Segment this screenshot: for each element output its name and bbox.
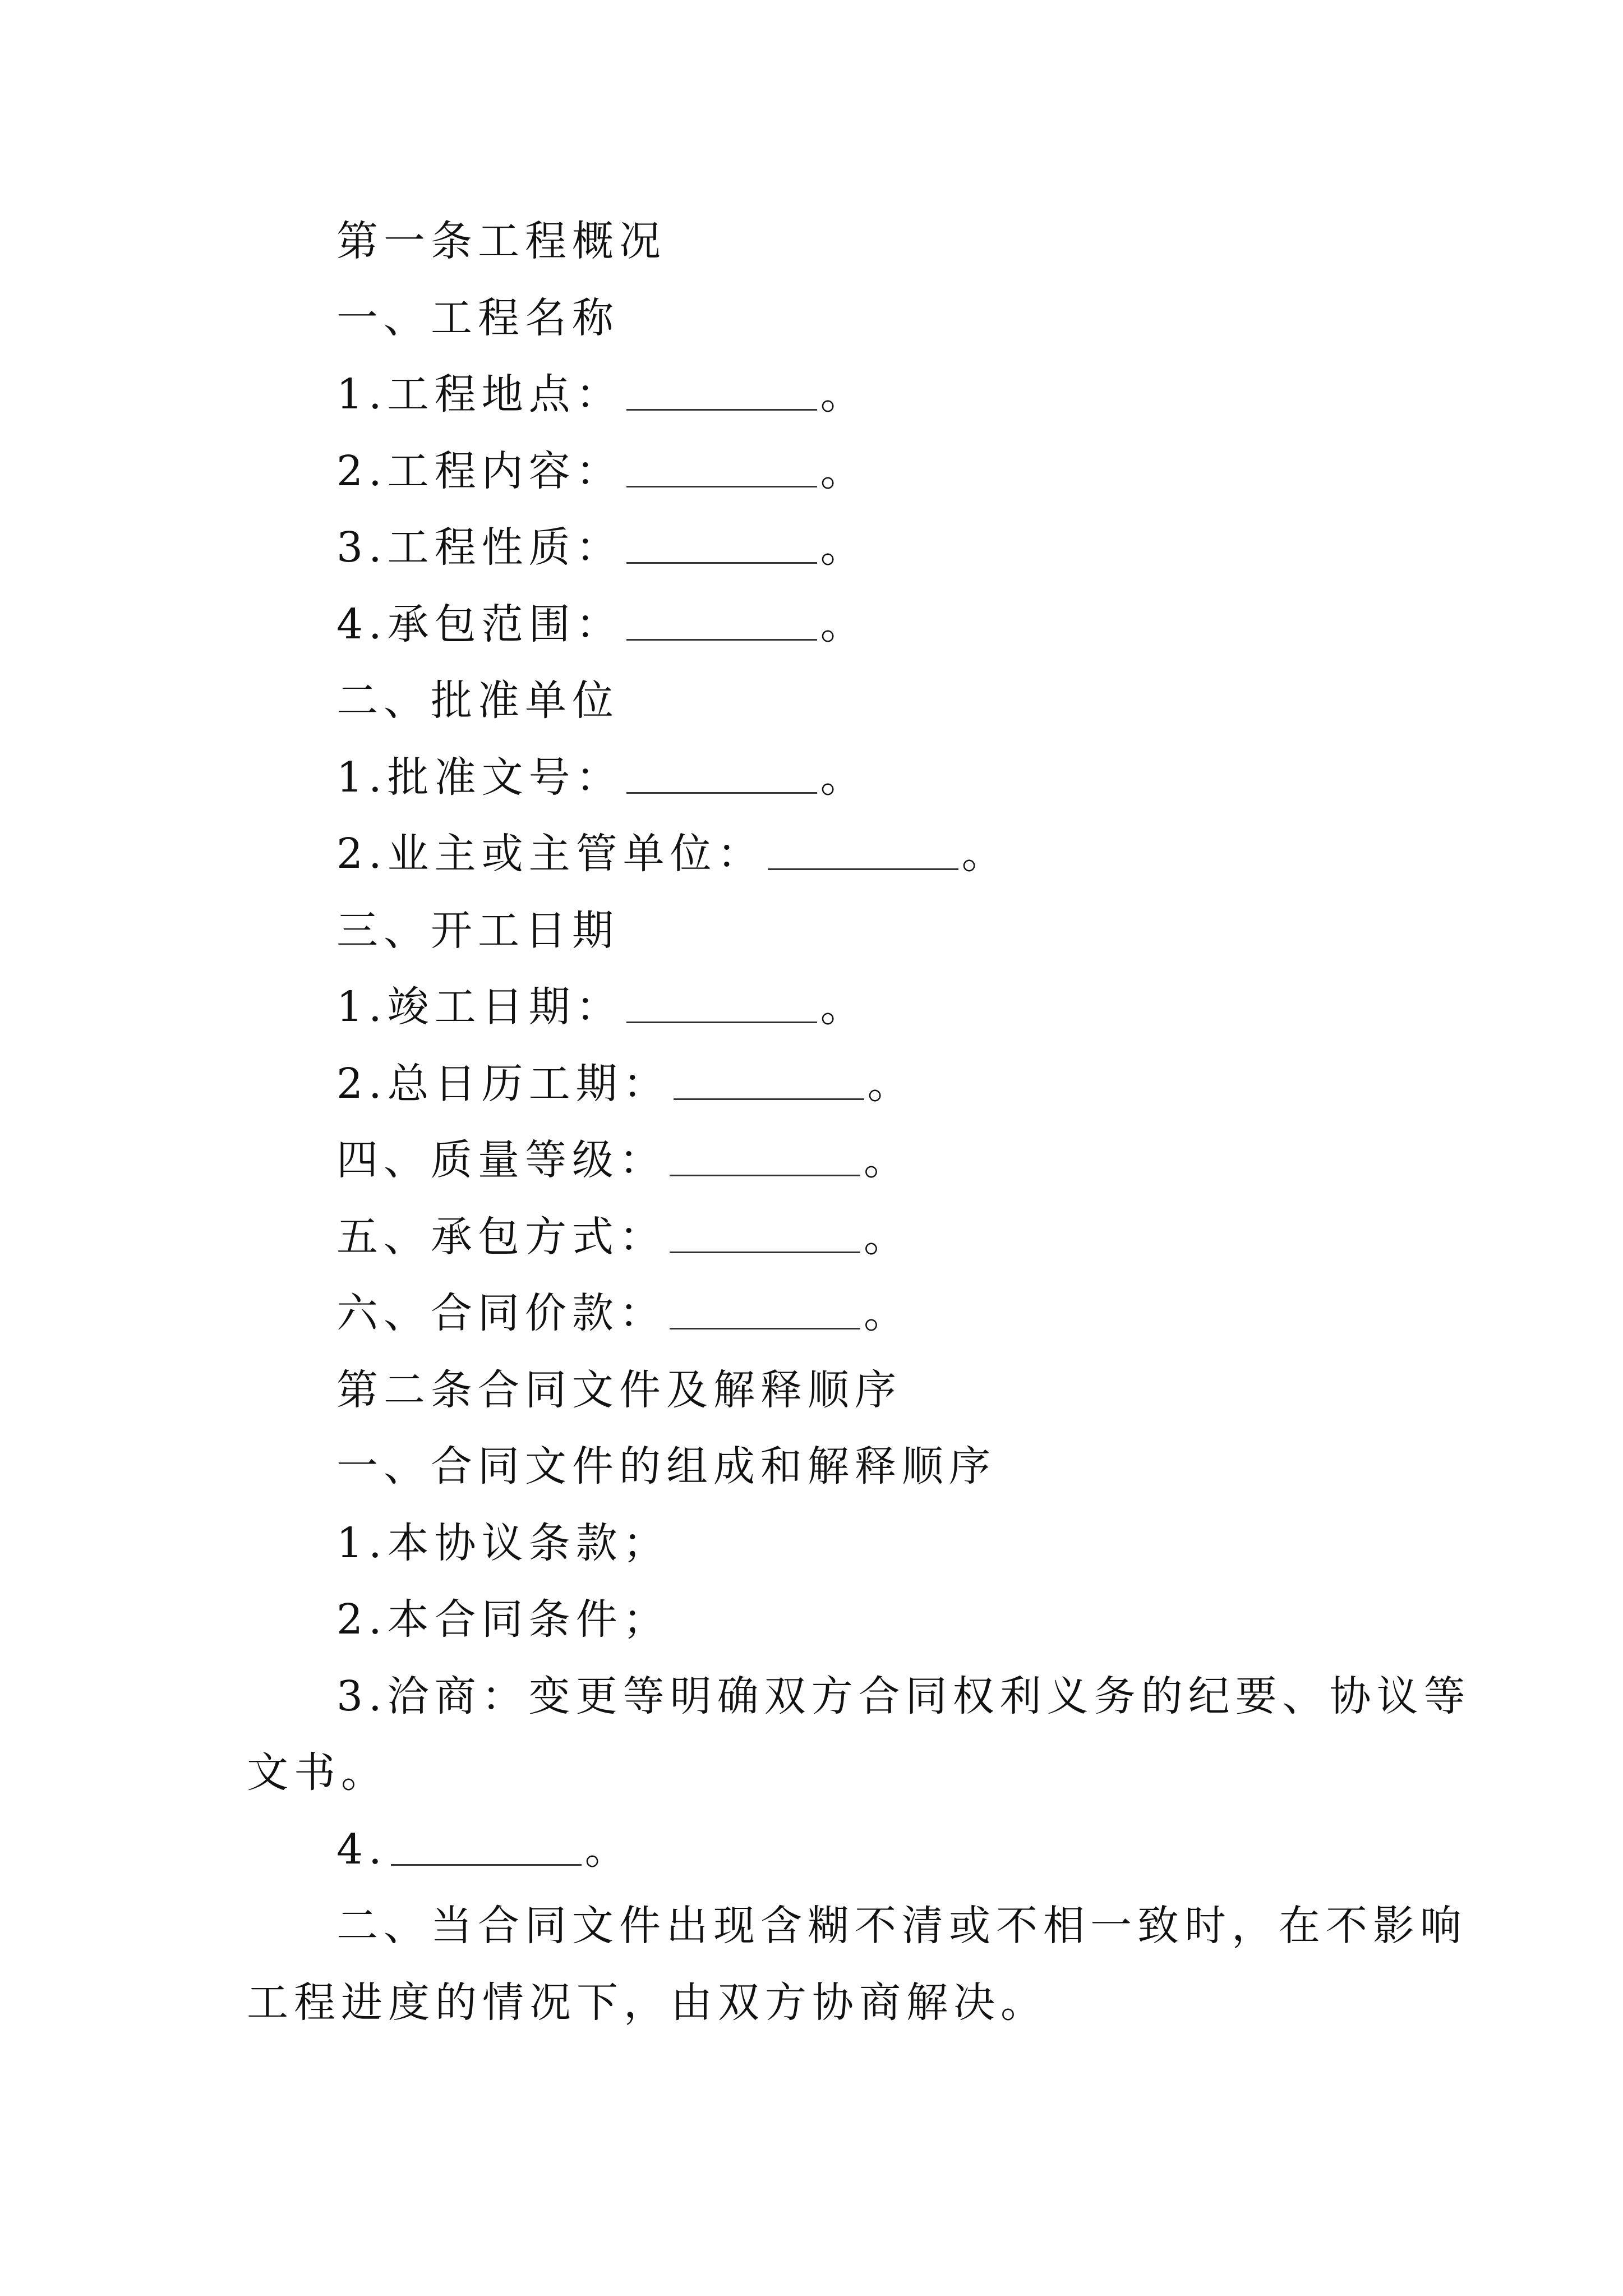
line-text: 一、工程名称	[336, 293, 619, 342]
line-text: 3.工程性质：	[336, 523, 623, 572]
fill-in-blank	[626, 528, 817, 564]
line-text: 三、开工日期	[336, 906, 619, 955]
document-line	[336, 1056, 1391, 1112]
line-text: 二、批准单位	[336, 677, 619, 725]
line-end-punctuation: 。	[864, 1212, 911, 1261]
document-line	[336, 673, 1391, 729]
line-text: 文书。	[247, 1749, 388, 1797]
document-line	[336, 596, 1391, 652]
line-text: 第一条工程概况	[336, 217, 666, 265]
document-line	[336, 1132, 1391, 1188]
document-line	[336, 1591, 1391, 1648]
line-text: 4.	[336, 1825, 388, 1874]
line-end-punctuation: 。	[961, 830, 1009, 878]
fill-in-blank	[768, 835, 958, 870]
line-text: 五、承包方式：	[336, 1212, 666, 1261]
fill-in-blank	[626, 375, 817, 411]
document-line	[336, 979, 1391, 1035]
document-line	[336, 749, 1391, 806]
document-line	[336, 519, 1391, 576]
fill-in-blank	[670, 1294, 860, 1329]
document-line	[336, 903, 1391, 959]
fill-in-blank	[670, 1141, 860, 1176]
line-end-punctuation: 。	[820, 753, 868, 802]
document-line	[336, 213, 1391, 269]
document-line	[336, 443, 1391, 499]
line-end-punctuation: 。	[867, 1059, 915, 1108]
line-text: 四、质量等级：	[336, 1136, 666, 1184]
document-line	[336, 1285, 1391, 1341]
fill-in-blank	[626, 758, 817, 794]
line-text: 1.本协议条款；	[336, 1519, 670, 1567]
fill-in-blank	[626, 452, 817, 487]
fill-in-blank	[674, 1065, 864, 1100]
line-text: 3.洽商：变更等明确双方合同权利义务的纪要、协议等	[336, 1672, 1471, 1720]
line-end-punctuation: 。	[820, 370, 868, 418]
line-end-punctuation: 。	[820, 983, 868, 1031]
document-line	[336, 290, 1391, 346]
line-text: 2.总日历工期：	[336, 1059, 670, 1108]
line-end-punctuation: 。	[820, 523, 868, 572]
fill-in-blank	[670, 1218, 860, 1253]
line-text: 1.工程地点：	[336, 370, 623, 418]
line-text: 2.本合同条件；	[336, 1595, 670, 1644]
fill-in-blank	[626, 988, 817, 1023]
document-line	[247, 1745, 1301, 1801]
line-text: 4.承包范围：	[336, 600, 623, 648]
document-line	[336, 1209, 1391, 1265]
document-line	[336, 366, 1391, 422]
document-line	[336, 1362, 1391, 1418]
line-text: 1.竣工日期：	[336, 983, 623, 1031]
line-end-punctuation: 。	[864, 1136, 911, 1184]
document-line	[336, 1515, 1391, 1571]
document-line	[336, 826, 1391, 882]
line-end-punctuation: 。	[864, 1289, 911, 1337]
fill-in-blank	[626, 605, 817, 641]
line-text: 第二条合同文件及解释顺序	[336, 1365, 902, 1414]
line-text: 1.批准文号：	[336, 753, 623, 802]
document-line	[336, 1898, 1467, 1954]
line-end-punctuation: 。	[820, 447, 868, 495]
document-line	[336, 1668, 1471, 1724]
document-line	[336, 1821, 1391, 1878]
line-text: 工程进度的情况下，由双方协商解决。	[247, 1978, 1048, 2027]
line-text: 2.业主或主管单位：	[336, 830, 764, 878]
document-line	[247, 1975, 1301, 2031]
line-text: 一、合同文件的组成和解释顺序	[336, 1442, 996, 1490]
line-text: 六、合同价款：	[336, 1289, 666, 1337]
line-text: 二、当合同文件出现含糊不清或不相一致时，在不影响	[336, 1902, 1467, 1950]
line-end-punctuation: 。	[820, 600, 868, 648]
document-line	[336, 1438, 1391, 1494]
line-text: 2.工程内容：	[336, 447, 623, 495]
line-end-punctuation: 。	[584, 1825, 632, 1874]
fill-in-blank	[391, 1830, 582, 1866]
